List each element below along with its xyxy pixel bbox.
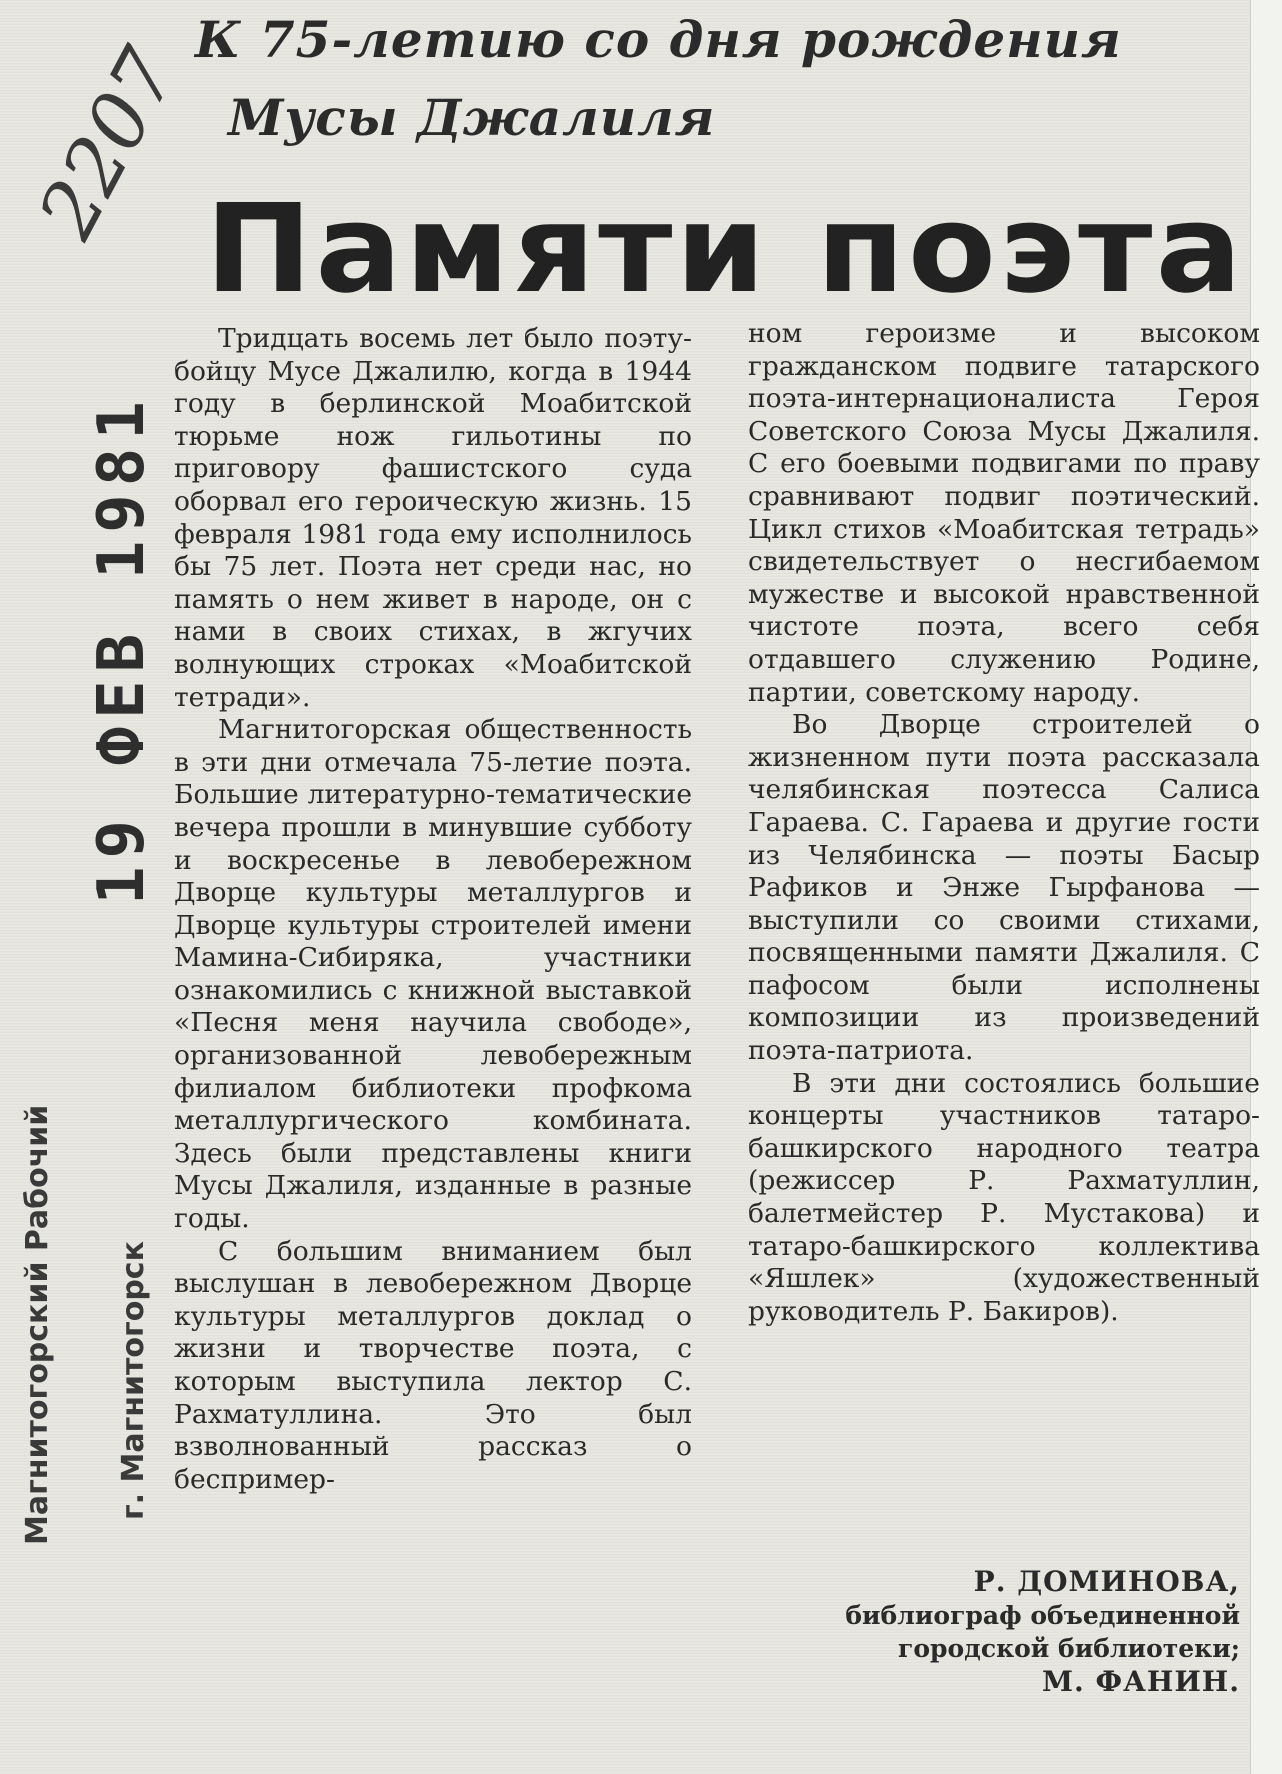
date-stamp: 19 ФЕВ 1981 <box>85 393 159 905</box>
author-name-1: Р. ДОМИНОВА, <box>973 1565 1240 1598</box>
article-column-right <box>748 318 1260 1328</box>
paragraph: ном героизме и высоком гражданском подвиге татарского поэта-интернационалиста Героя Советского Союза Мусы Джалиля. С его боевыми подвигами по праву сравнивают подвиг поэтический. Цикл стихов «Моабитская тетрадь» свидетельствует о несгибаемом мужестве и высокой нравственной чистоте поэта, всего себя отдавшего служению Родине, партии, советскому народу. <box>748 318 1260 708</box>
author-role: библиограф объединенной городской библиотеки; <box>845 1601 1240 1663</box>
paragraph: Магнитогорская общественность в эти дни отмечала 75-летие поэта. Большие литературно-тематические вечера прошли в минувшие субботу и воскресенье в левобережном Дворце культуры металлургов и Дворце культуры строителей имени Мамина-Сибиряка, участники ознакомились с книжной выставкой «Песня меня научила свободе», организованной левобережным филиалом библиотеки профкома металлургического комбината. Здесь были представлены книги Мусы Джалиля, изданные в разные годы. <box>174 714 692 1235</box>
article-signature <box>780 1565 1240 1699</box>
city-stamp: г. Магнитогорск <box>116 1241 151 1520</box>
paragraph: Во Дворце строителей о жизненном пути поэта рассказала челябинская поэтесса Салиса Гараева. С. Гараева и другие гости из Челябинска — поэты Басыр Рафиков и Энже Гырфанова — выступили со своими стихами, посвященными памяти Джалиля. С пафосом были исполнены композиции из произведений поэта-патриота. <box>748 709 1260 1067</box>
article-column-left <box>174 323 692 1496</box>
article-headline: Памяти поэта <box>205 178 1246 320</box>
paragraph: В эти дни состоялись большие концерты участников татаро-башкирского народного театра (режиссер Р. Рахматуллин, балетмейстер Р. Мустакова) и татаро-башкирского коллектива «Яшлек» (художественный руководитель Р. Бакиров). <box>748 1067 1260 1327</box>
paragraph: Тридцать восемь лет было поэту-бойцу Мусе Джалилю, когда в 1944 году в берлинской Моабитской тюрьме нож гильотины по приговору фашистского суда оборвал его героическую жизнь. 15 февраля 1981 года ему исполнилось бы 75 лет. Поэта нет среди нас, но память о нем живет в народе, он с нами в своих стихах, в жгучих волнующих строках «Моабитской тетради». <box>174 323 692 713</box>
newspaper-name-stamp: Магнитогорский Рабочий <box>20 1104 55 1545</box>
kicker-line-1: К 75-летию со дня рождения <box>195 10 1122 69</box>
kicker-line-2: Мусы Джалиля <box>228 88 716 147</box>
handwritten-catalog-number: 2207 <box>22 34 195 253</box>
author-name-2: М. ФАНИН. <box>1042 1665 1240 1698</box>
paragraph: С большим вниманием был выслушан в левобережном Дворце культуры металлургов доклад о жизни и творчестве поэта, с которым выступила лектор С. Рахматуллина. Это был взволнованный рассказ о беспример- <box>174 1235 692 1495</box>
